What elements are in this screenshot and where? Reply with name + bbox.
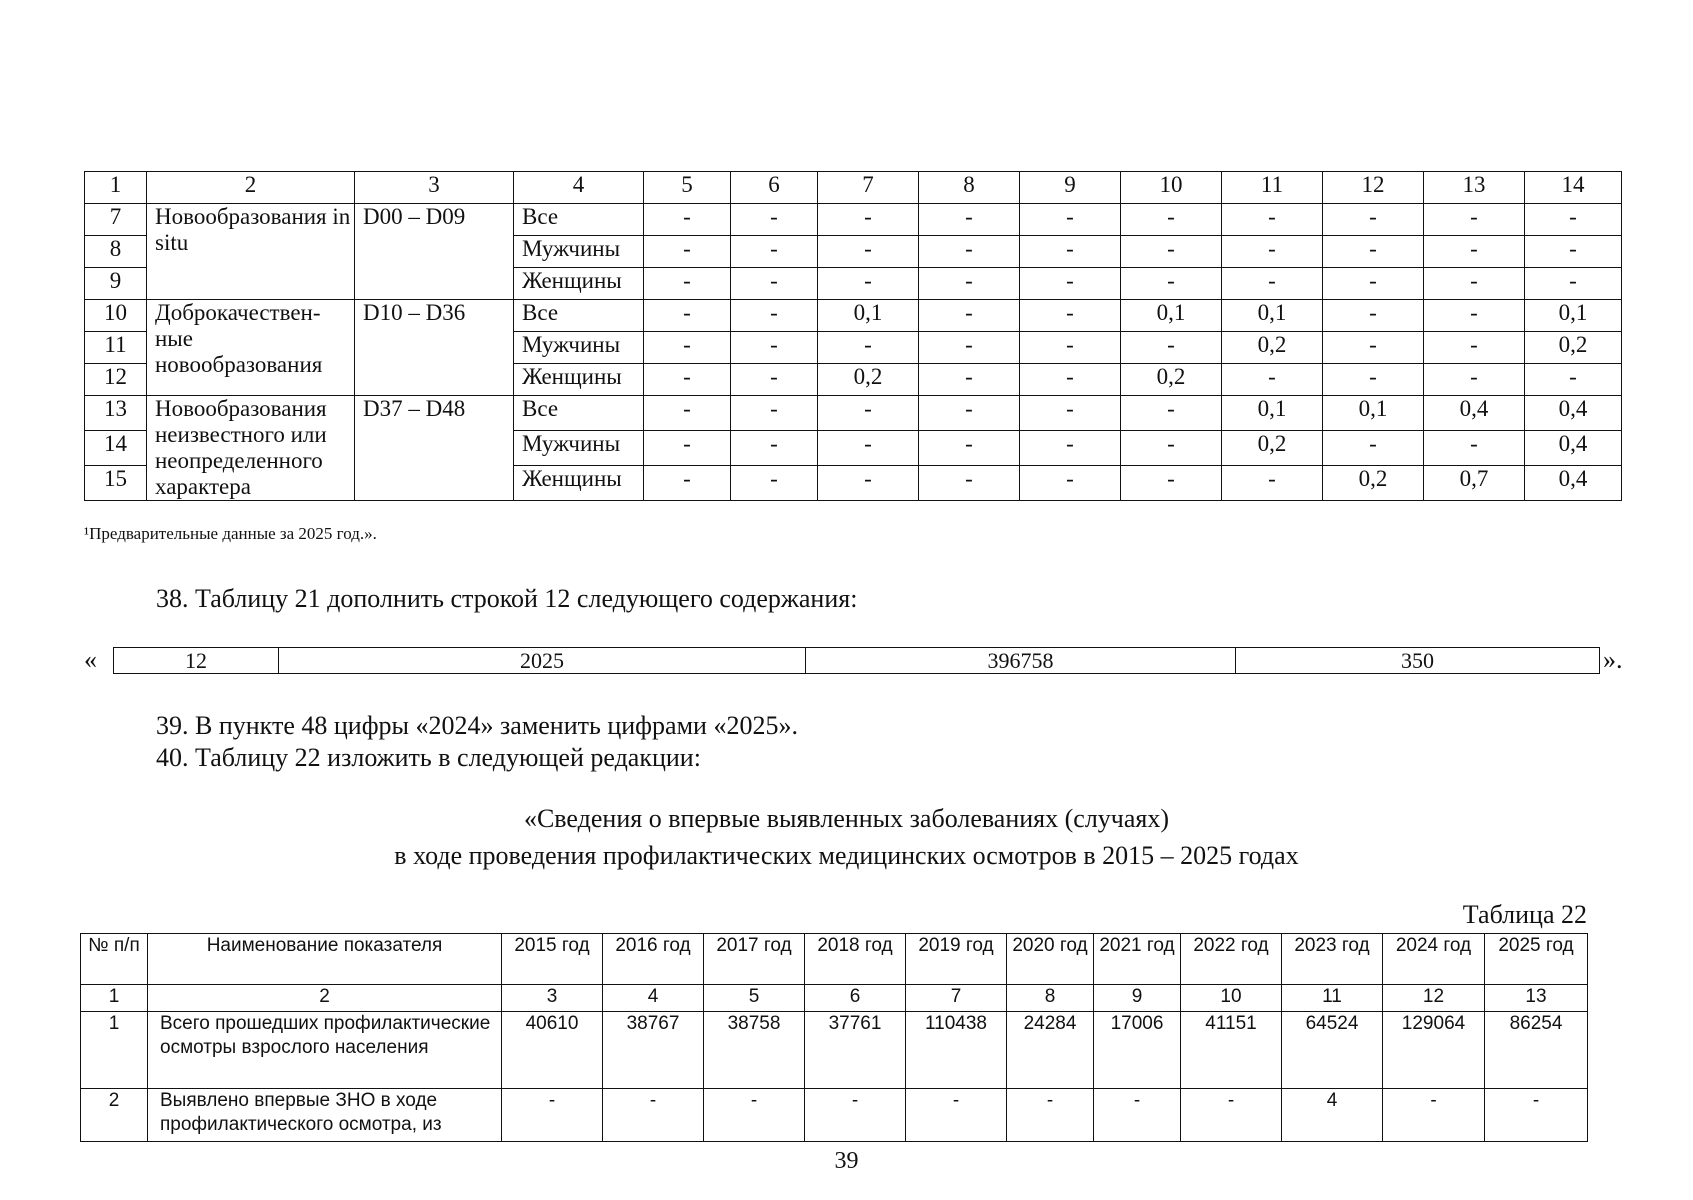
table-cell: 10 (85, 300, 147, 332)
table-cell: - (731, 204, 818, 236)
table-cell: - (644, 431, 731, 466)
table-cell: 3 (502, 985, 603, 1012)
table-cell: 15 (85, 466, 147, 501)
table-cell: 4 (514, 172, 644, 204)
table-cell: - (1424, 204, 1525, 236)
table-cell: D37 – D48 (355, 396, 514, 501)
table-cell: 5 (704, 985, 805, 1012)
table-cell: - (1121, 268, 1222, 300)
table-cell: - (919, 268, 1020, 300)
table-label: Таблица 22 (1462, 900, 1587, 929)
table-cell: - (731, 332, 818, 364)
table-cell: 7 (818, 172, 919, 204)
table-row (85, 396, 1622, 431)
table-cell: D10 – D36 (355, 300, 514, 396)
table-cell: 0,4 (1424, 396, 1525, 431)
table-cell: 17006 (1094, 1012, 1181, 1089)
table-cell: - (919, 300, 1020, 332)
table-cell: - (731, 364, 818, 396)
table-cell: - (644, 268, 731, 300)
table-neoplasms-body (85, 172, 1622, 501)
table-cell: 1 (81, 985, 148, 1012)
table-cell: - (1222, 364, 1323, 396)
table-cell: 38758 (704, 1012, 805, 1089)
table-cell: - (1020, 268, 1121, 300)
table-cell: - (1094, 1089, 1181, 1142)
table-cell: - (1424, 332, 1525, 364)
table-header-row (85, 172, 1622, 204)
table-cell: - (1424, 268, 1525, 300)
table-cell: Мужчины (514, 431, 644, 466)
table-cell: Женщины (514, 466, 644, 501)
page-number: 39 (834, 1148, 859, 1174)
table-cell: 350 (1236, 648, 1600, 674)
table-cell: - (731, 431, 818, 466)
table-cell: - (919, 364, 1020, 396)
table-cell: Мужчины (514, 236, 644, 268)
table-cell: - (818, 431, 919, 466)
table-cell: - (1323, 204, 1424, 236)
table-cell: 13 (1485, 985, 1588, 1012)
table-cell: - (919, 204, 1020, 236)
table-row (81, 1089, 1588, 1142)
table-cell: 9 (1094, 985, 1181, 1012)
table-cell: - (1020, 236, 1121, 268)
table-cell: - (644, 364, 731, 396)
table-cell: 13 (85, 396, 147, 431)
table-cell: Все (514, 204, 644, 236)
table-cell: 7 (85, 204, 147, 236)
table-cell: - (1424, 236, 1525, 268)
table-cell: - (1323, 268, 1424, 300)
table-cell: - (1383, 1089, 1485, 1142)
table-cell: - (1525, 364, 1622, 396)
table-cell: - (644, 204, 731, 236)
table-cell: 12 (114, 648, 279, 674)
table-cell: № п/п (81, 934, 148, 985)
table-cell: 8 (1007, 985, 1094, 1012)
table-cell: - (1020, 204, 1121, 236)
table-cell: - (818, 332, 919, 364)
table-cell: 0,4 (1525, 431, 1622, 466)
table-cell: - (1020, 466, 1121, 501)
table-cell: 0,1 (1323, 396, 1424, 431)
table-cell: 0,1 (1222, 396, 1323, 431)
table-cell: - (818, 204, 919, 236)
table-cell: - (1424, 300, 1525, 332)
table-cell: 2024 год (1383, 934, 1485, 985)
table-cell: - (1121, 431, 1222, 466)
heading-line-1: «Сведения о впервые выявленных заболеваниях (случаях) (523, 804, 1170, 833)
table-cell: 2019 год (906, 934, 1007, 985)
table-cell: 38767 (603, 1012, 704, 1089)
close-quote: ». (1603, 645, 1623, 674)
table-cell: 110438 (906, 1012, 1007, 1089)
table-cell: 2018 год (805, 934, 906, 985)
table-cell: - (731, 396, 818, 431)
table-cell: Наименование показателя (148, 934, 502, 985)
table-cell: 11 (1282, 985, 1383, 1012)
table-cell: - (1121, 332, 1222, 364)
table-cell: - (1222, 204, 1323, 236)
table-cell: 8 (919, 172, 1020, 204)
table-cell: - (1323, 364, 1424, 396)
table-cell: 2025 год (1485, 934, 1588, 985)
table-cell: 10 (1181, 985, 1282, 1012)
table-cell: 2 (147, 172, 355, 204)
table-cell: 2 (148, 985, 502, 1012)
table-cell: 0,1 (1121, 300, 1222, 332)
table-cell: - (1424, 431, 1525, 466)
table-cell: - (1181, 1089, 1282, 1142)
table-cell: 41151 (1181, 1012, 1282, 1089)
table-cell: - (818, 236, 919, 268)
table-cell: - (1323, 300, 1424, 332)
table-cell: - (919, 431, 1020, 466)
table-neoplasms (84, 171, 1622, 501)
table-insert-row (113, 647, 1600, 674)
table-cell: - (1525, 236, 1622, 268)
table-cell: - (1525, 204, 1622, 236)
table-cell: Выявлено впервые ЗНО в ходе профилактического осмотра, из (148, 1089, 502, 1142)
table-cell: 10 (1121, 172, 1222, 204)
table-row (85, 204, 1622, 236)
table-cell: 64524 (1282, 1012, 1383, 1089)
table-cell: - (1323, 431, 1424, 466)
table-cell: 2023 год (1282, 934, 1383, 985)
table-cell: Доброкачествен-ные новообразования (147, 300, 355, 396)
table-cell: 2021 год (1094, 934, 1181, 985)
table-cell: Мужчины (514, 332, 644, 364)
open-quote: « (84, 645, 97, 674)
table-cell: 2016 год (603, 934, 704, 985)
table-cell: 37761 (805, 1012, 906, 1089)
table-cell: - (1121, 396, 1222, 431)
table-cell: 0,1 (1222, 300, 1323, 332)
table-cell: 12 (1323, 172, 1424, 204)
table-cell: - (1222, 466, 1323, 501)
table-cell: 14 (85, 431, 147, 466)
table-cell: - (644, 300, 731, 332)
table-cell: - (919, 396, 1020, 431)
table-cell: 4 (1282, 1089, 1383, 1142)
table-number-row (81, 985, 1588, 1012)
table-cell: - (1020, 431, 1121, 466)
table-cell: 40610 (502, 1012, 603, 1089)
table-cell: 2025 (279, 648, 806, 674)
table-cell: 0,4 (1525, 396, 1622, 431)
table-cell: 5 (644, 172, 731, 204)
table-cell: - (731, 466, 818, 501)
table-cell: 11 (85, 332, 147, 364)
table-cell: Новообразования неизвестного или неопределенного характера (147, 396, 355, 501)
table-cell: - (644, 396, 731, 431)
table-cell: 6 (805, 985, 906, 1012)
table-cell: 2015 год (502, 934, 603, 985)
table-cell: - (1020, 364, 1121, 396)
table-cell: 13 (1424, 172, 1525, 204)
table-row (81, 1012, 1588, 1089)
table-cell: 0,1 (1525, 300, 1622, 332)
table-cell: - (1121, 204, 1222, 236)
table-cell: 0,2 (1323, 466, 1424, 501)
table-row (85, 300, 1622, 332)
table-cell: Всего прошедших профилактические осмотры взрослого населения (148, 1012, 502, 1089)
table-cell: - (818, 466, 919, 501)
paragraph-39: 39. В пункте 48 цифры «2024» заменить цифрами «2025». (156, 711, 798, 740)
table-cell: - (731, 300, 818, 332)
table-cell: 86254 (1485, 1012, 1588, 1089)
table-cell: Женщины (514, 364, 644, 396)
table-22-body (81, 934, 1588, 1142)
table-cell: - (1222, 268, 1323, 300)
table-cell: - (919, 236, 1020, 268)
table-cell: 6 (731, 172, 818, 204)
table-cell: 3 (355, 172, 514, 204)
table-cell: - (704, 1089, 805, 1142)
table-cell: - (502, 1089, 603, 1142)
table-cell: Женщины (514, 268, 644, 300)
table-cell: 12 (1383, 985, 1485, 1012)
table-cell: 129064 (1383, 1012, 1485, 1089)
table-cell: 0,1 (818, 300, 919, 332)
footnote: ¹Предварительные данные за 2025 год.». (84, 524, 377, 543)
table-cell: - (1121, 236, 1222, 268)
table-cell: 2022 год (1181, 934, 1282, 985)
table-cell: - (1020, 332, 1121, 364)
table-cell: - (919, 332, 1020, 364)
table-cell: 9 (85, 268, 147, 300)
table-cell: - (1020, 300, 1121, 332)
table-cell: D00 – D09 (355, 204, 514, 300)
table-cell: - (919, 466, 1020, 501)
table-cell: - (1424, 364, 1525, 396)
table-cell: Новообразования in situ (147, 204, 355, 300)
table-row (114, 648, 1600, 674)
table-cell: Все (514, 396, 644, 431)
table-cell: - (644, 236, 731, 268)
table-cell: - (1222, 236, 1323, 268)
table-cell: 24284 (1007, 1012, 1094, 1089)
paragraph-40: 40. Таблицу 22 изложить в следующей редакции: (156, 743, 701, 772)
table-cell: - (1323, 332, 1424, 364)
table-cell: - (731, 236, 818, 268)
table-cell: - (1020, 396, 1121, 431)
table-cell: 2020 год (1007, 934, 1094, 985)
table-cell: 8 (85, 236, 147, 268)
table-cell: - (731, 268, 818, 300)
heading-line-2: в ходе проведения профилактических медицинских осмотров в 2015 – 2025 годах (394, 841, 1299, 870)
table-cell: 11 (1222, 172, 1323, 204)
table-cell: 396758 (806, 648, 1236, 674)
table-header-row (81, 934, 1588, 985)
table-cell: 0,4 (1525, 466, 1622, 501)
table-cell: 14 (1525, 172, 1622, 204)
table-cell: 0,2 (818, 364, 919, 396)
table-cell: - (644, 332, 731, 364)
table-cell: 4 (603, 985, 704, 1012)
table-cell: - (1007, 1089, 1094, 1142)
table-cell: 1 (85, 172, 147, 204)
table-cell: Все (514, 300, 644, 332)
table-cell: 7 (906, 985, 1007, 1012)
paragraph-38: 38. Таблицу 21 дополнить строкой 12 следующего содержания: (156, 584, 858, 613)
table-cell: - (1121, 466, 1222, 501)
table-cell: - (906, 1089, 1007, 1142)
table-cell: - (1323, 236, 1424, 268)
table-cell: 0,2 (1222, 431, 1323, 466)
table-cell: - (805, 1089, 906, 1142)
table-cell: 9 (1020, 172, 1121, 204)
table-cell: - (1485, 1089, 1588, 1142)
table-cell: 0,7 (1424, 466, 1525, 501)
table-cell: 1 (81, 1012, 148, 1089)
table-cell: 0,2 (1525, 332, 1622, 364)
table-cell: 12 (85, 364, 147, 396)
table-cell: 2017 год (704, 934, 805, 985)
table-cell: - (603, 1089, 704, 1142)
table-cell: - (818, 268, 919, 300)
table-cell: 0,2 (1121, 364, 1222, 396)
table-cell: - (818, 396, 919, 431)
table-22 (80, 933, 1588, 1142)
table-cell: 0,2 (1222, 332, 1323, 364)
table-cell: 2 (81, 1089, 148, 1142)
table-cell: - (1525, 268, 1622, 300)
table-cell: - (644, 466, 731, 501)
